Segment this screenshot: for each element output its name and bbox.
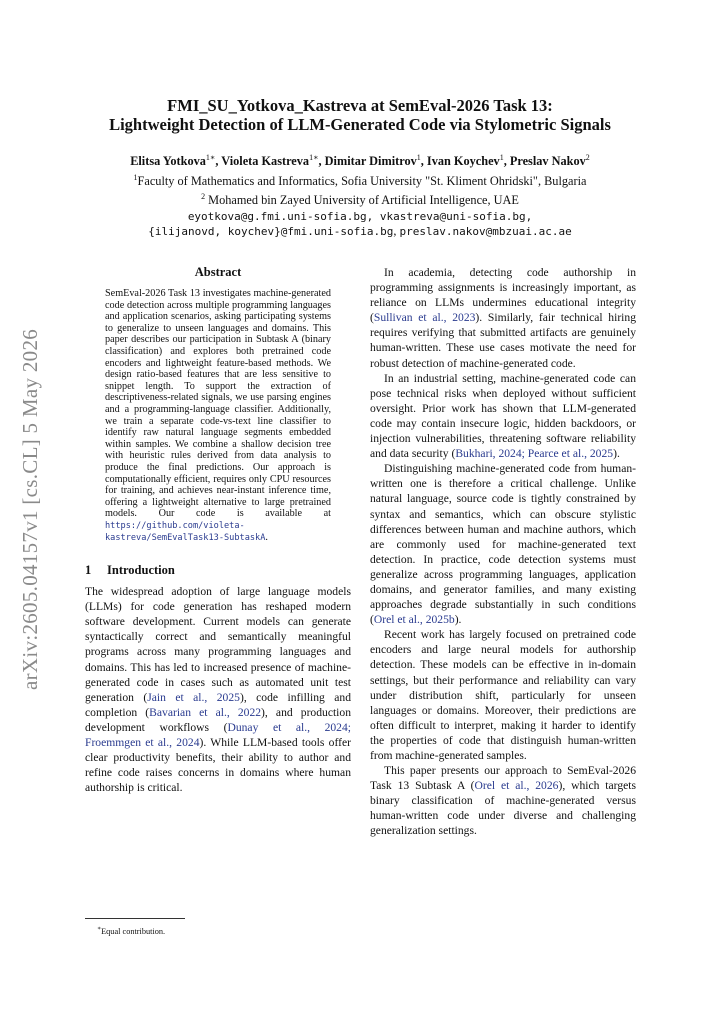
author-affiliation-mark: 1∗ <box>205 153 216 162</box>
paragraph-text: In an industrial setting, machine-generated code can pose technical risks when deployed without sufficient oversight. Prior work has shown that LLM-generated code may contain insecure logic, hidden backdoors, or injection vulnerabilities, threatening software reliability and data security ( <box>370 371 636 461</box>
email-line-2: {ilijanovd, koychev}@fmi.uni-sofia.bg, preslav.nakov@mbzuai.ac.ae <box>148 224 572 239</box>
paragraph-text: ), and production development workflows ( <box>85 705 351 734</box>
paragraph-text: In academia, detecting code authorship in programming assignments is increasingly important, as reliance on LLMs undermines educational integrity ( <box>370 266 636 325</box>
paragraph-this-paper <box>370 763 636 838</box>
author-name: Ivan Koychev <box>426 154 500 169</box>
title-line-2: Lightweight Detection of LLM-Generated Code via Stylometric Signals <box>109 115 611 134</box>
author-name: Violeta Kastreva <box>221 154 310 169</box>
paragraph-text: ). <box>613 447 620 461</box>
email-line-1: eyotkova@g.fmi.uni-sofia.bg, vkastreva@uni-sofia.bg, <box>187 209 533 223</box>
author-affiliation-mark: 1 <box>499 153 504 162</box>
right-column <box>370 265 636 839</box>
paragraph-text: ). While LLM-based tools offer clear productivity benefits, their ability to author and refine code raises concerns in domains where human authorship is critical. <box>85 736 351 795</box>
author-name: Elitsa Yotkova <box>130 154 206 169</box>
citation-link[interactable]: Orel et al., 2026 <box>474 779 559 793</box>
citation-link[interactable]: Jain et al., 2025 <box>147 690 240 704</box>
author-affiliation-mark: 2 <box>585 153 590 162</box>
paragraph-text: ). Similarly, fair technical hiring requires verifying that submitted artifacts are genuinely human-written. These use cases motivate the need for robust detection of machine-generated code. <box>370 311 637 370</box>
paragraph-text: ), which targets binary classification of machine-generated versus human-written code under diverse and challenging generalization settings. <box>370 779 636 838</box>
paper-title <box>60 96 660 134</box>
paragraph-text: ), code infilling and completion ( <box>85 690 352 719</box>
paragraph-text: Recent work has largely focused on pretrained code encoders and large neural models for authorship detection. These models can be effective in in-domain settings, but their performance and reliability can vary under distribution shift, particularly for unseen languages or domains. Moreover, their predictions are often difficult to interpret, making it harder to identify the properties of code that distinguish human-written from machine-generated samples. <box>370 628 636 762</box>
abstract-text: SemEval-2026 Task 13 investigates machine-generated code detection across multiple programming languages and application scenarios, asking participating systems to generalize to unseen languages and domains. This paper describes our participation in Subtask A (binary classification) and explores both pretrained code encoders and lightweight feature-based methods. We design ratio-based features that are less sensitive to snippet length. To support the extraction of descriptiveness-related signals, we use parsing engines and a programming-language classifier. Additionally, we train a separate code-vs-text line classifier to identify raw natural language segments embedded within samples. We combine a shallow decision tree with heuristic rules derived from data analysis to produce the final predictions. Our approach is computationally efficient, requires only CPU resources for training, and achieves near-instant inference time, offering a lightweight alternative to large pretrained models. Our code is available at https://github.com/violeta-kastreva/SemEvalTask13-SubtaskA. <box>105 288 331 544</box>
arxiv-identifier-stamp: arXiv:2605.04157v1 [cs.CL] 5 May 2026 <box>18 328 42 690</box>
left-column <box>85 265 351 795</box>
paragraph-academia <box>370 265 636 371</box>
paragraph-text: This paper presents our approach to SemEval-2026 Task 13 Subtask A ( <box>370 764 636 793</box>
author-names: Elitsa Yotkova$^{1∗}$, Violeta Kastreva$^{1∗}$, Dimitar Dimitrov$^1$, Ivan Koychev$^1$, Preslav Nakov$^2$ <box>130 153 590 169</box>
citation-link[interactable]: Orel et al., 2025b <box>373 613 455 627</box>
footnote-rule <box>85 918 185 919</box>
author-affiliation-mark: 1∗ <box>309 153 319 162</box>
paragraph-industrial <box>370 371 636 462</box>
intro-paragraph-1 <box>85 584 351 795</box>
paragraph-text: The widespread adoption of large language models (LLMs) for code generation has reshaped modern software development. Current models can generate syntactically correct and semantically meaningful programs across many programming languages and domains. This has led to increased presence of machine-generated code in cases such as automated unit test generation ( <box>85 585 351 704</box>
paragraph-text: ). <box>454 613 462 627</box>
paragraph-challenge <box>370 461 636 627</box>
citation-link[interactable]: Dunay et al., 2024; Froemmgen et al., 2024 <box>85 720 352 749</box>
author-affiliation-mark: 1 <box>416 153 421 162</box>
code-repository-link[interactable]: https://github.com/violeta-kastreva/SemEvalTask13-SubtaskA <box>105 520 266 544</box>
paragraph-recent-work <box>370 627 636 763</box>
citation-link[interactable]: Bavarian et al., 2022 <box>149 705 262 719</box>
affiliation-2: $^2$ Mohamed bin Zayed University of Artificial Intelligence, UAE <box>201 192 519 208</box>
title-line-1: FMI_SU_Yotkova_Kastreva at SemEval-2026 Task 13: <box>167 96 553 115</box>
section-heading-introduction: 1 Introduction <box>85 563 175 578</box>
paragraph-text: Distinguishing machine-generated code from human-written one is therefore a critical challenge. Unlike natural language, source code is tightly constrained by syntax and semantics, which can obscure stylistic differences between human and machine authors, which are commonly used for machine-generated text detection. In practice, code detection systems must generalize across programming languages, application domains, and generator families, and many existing approaches degrade substantially in such conditions ( <box>370 462 636 627</box>
abstract-heading: Abstract <box>194 265 242 279</box>
citation-link[interactable]: Sullivan et al., 2023 <box>373 311 476 325</box>
author-name: Dimitar Dimitrov <box>324 154 417 169</box>
footnote-equal-contribution: ∗Equal contribution. <box>97 926 166 936</box>
affiliation-1: $^1$Faculty of Mathematics and Informatics, Sofia University "St. Kliment Ohridski", Bulgaria <box>133 172 587 188</box>
author-block <box>40 150 680 240</box>
author-name: Preslav Nakov <box>509 154 586 169</box>
citation-link[interactable]: Bukhari, 2024; Pearce et al., 2025 <box>455 447 614 461</box>
